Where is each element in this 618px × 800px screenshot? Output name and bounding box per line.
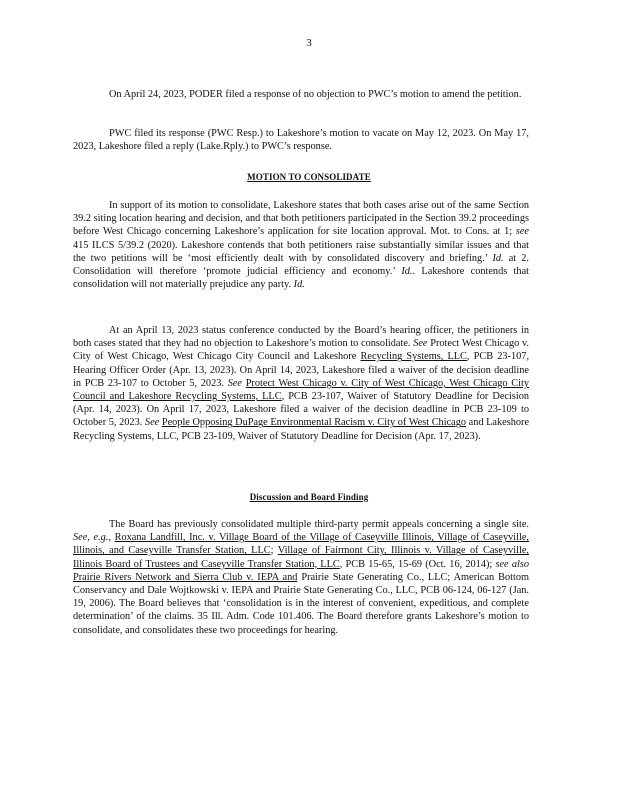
paragraph-poder-response: [73, 88, 529, 101]
case-citation-link: Protect West Chicago v. City of West Chicago, West Chicago City Council and Lakeshore Recycling Systems, LLC: [73, 377, 530, 403]
paragraph-discussion: The Board has previously consolidated multiple third-party permit appeals concerning a single site. See, e.g., Roxana Landfill, Inc. v. Village Board of the Village of Caseyville Illinois, Village of Caseyville, Illinois, and Caseyville Transfer Station, LLC; Village of Fairmont City, Illinois v. Village of Caseyville, Illinois Board of Trustees and Caseyville Transfer Station, LLC, PCB 15-65, 15-69 (Oct. 16, 2014); see also Prairie Rivers Network and Sierra Club v. IEPA and Prairie State Generating Co., LLC; American Bottom Conservancy and Dale Wojtkowski v. IEPA and Prairie State Generating Co., LLC, PCB 06-124, 06-127 (Jan. 19, 2006). The Board believes that ‘consolidation is in the interest of convenient, expeditious, and complete determination’ of the claims. 35 Ill. Adm. Code 101.406. The Board therefore grants Lakeshore’s motion to consolidate, and consolidates these two proceedings for hearing.: [73, 519, 530, 636]
paragraph-text: On April 24, 2023, PODER filed a response of no objection to PWC’s motion to amend the petition.: [109, 89, 522, 100]
case-citation-link: Recycling Systems, LLC: [360, 351, 467, 363]
case-citation-link: People Opposing DuPage Environmental Racism v. City of West Chicago: [161, 417, 467, 429]
paragraph-motion-support: In support of its motion to consolidate, Lakeshore states that both cases arise out of the same Section 39.2 siting location hearing and decision, and that both petitioners participated in the Section 39.2 proceedings before West Chicago concerning Lakeshore’s application for site location approval. Mot. to Cons. at 1; see 415 ILCS 5/39.2 (2020). Lakeshore contends that both petitioners raise substantially similar issues and that the two petitions will be ‘most efficiently dealt with by consolidated discovery and briefing.’ Id. at 2. Consolidation will therefore ‘promote judicial efficiency and economy.’ Id.. Lakeshore contends that consolidation will not materially prejudice any party. Id.: [73, 200, 530, 291]
section-heading-discussion: Discussion and Board Finding: [249, 492, 369, 502]
case-citation-link: Village of Fairmont City, Illinois v. Village of Caseyville, Illinois Board of Trustees and Caseyville Transfer Station, LLC: [73, 545, 530, 570]
section-heading-motion-to-consolidate: MOTION TO CONSOLIDATE: [247, 172, 371, 182]
paragraph-status-conference: At an April 13, 2023 status conference conducted by the Board’s hearing officer, the petitioners in both cases stated that they had no objection to Lakeshore’s motion to consolidate. See Protect West Chicago v. City of West Chicago, West Chicago City Council and Lakeshore Recycling Systems, LLC, PCB 23-107, Hearing Officer Order (Apr. 13, 2023). On April 14, 2023, Lakeshore filed a waiver of the decision deadline in PCB 23-107 to October 5, 2023. See Protect West Chicago v. City of West Chicago, West Chicago City Council and Lakeshore Recycling Systems, LLC, PCB 23-107, Waiver of Statutory Deadline for Decision (Apr. 14, 2023). On April 17, 2023, Lakeshore filed a waiver of the decision deadline in PCB 23-109 to October 5, 2023. See People Opposing DuPage Environmental Racism v. City of West Chicago and Lakeshore Recycling Systems, LLC, PCB 23-109, Waiver of Statutory Deadline for Decision (Apr. 17, 2023).: [73, 325, 530, 442]
paragraph-text: PWC filed its response (PWC Resp.) to Lakeshore’s motion to vacate on May 12, 2023. On May 17, 2023, Lakeshore filed a reply (Lake.Rply.) to PWC’s response.: [73, 128, 529, 153]
case-citation-link: Roxana Landfill, Inc. v. Village Board of the Village of Caseyville Illinois, Village of Caseyville, Illinois, and Caseyville Transfer Station, LLC: [73, 532, 529, 557]
page-number: 3: [306, 37, 312, 49]
case-citation-link: Prairie Rivers Network and Sierra Club v. IEPA and: [73, 571, 298, 583]
paragraph-pwc-response: [73, 127, 529, 153]
